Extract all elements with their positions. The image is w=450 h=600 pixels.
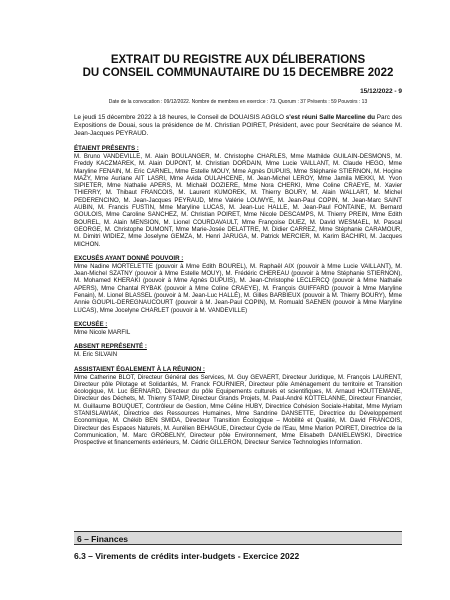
- finances-section-banner: 6 – Finances: [74, 531, 402, 545]
- section-attendees: [74, 366, 402, 447]
- intro-part1: Le jeudi 15 décembre 2022 à 18 heures, le Conseil de DOUAISIS AGGLO: [74, 114, 284, 121]
- section-excused: [74, 321, 402, 336]
- document-title-line1: EXTRAIT DU REGISTRE AUX DÉLIBERATIONS: [110, 54, 366, 66]
- intro-part2: s'est réuni Salle Marceline du: [283, 114, 375, 121]
- section-label: EXCUSÉS AYANT DONNÉ POUVOIR :: [74, 254, 184, 262]
- section-text: M. Bruno VANDEVILLE, M. Alain BOULANGER, M. Christophe CHARLES, Mme Mathilde GUILAIN-DESMONS, M. Freddy KACZMAREK, M. Alain DUPONT, M. Christian DORDAIN, Mme Lucie VAILLANT, M. Claude HEGO, Mme Maryline FENAIN, M. Eric CARNEL, Mme Estelle MOUY, Mme Agnès DUPUIS, Mme Stéphanie STIERNON, M. Hoçine MAZY, Mme Auriane AIT LASRI, Mme Avida OULAHCENE, M. Jean-Michel LEROY, Mme Jamila MEKKI, M. Yvon SIPIETER, Mme Nathalie APERS, M. Michaël DOZIERE, Mme Nora CHERKI, Mme Coline CRAEYE, M. Xavier THIERRY, M. Thibaut FRANCOIS, M. Laurent KUMOREK, M. Thierry BOURY, M. Alain WALLART, M. Michel PEDERENCINO, M. Jean-Jacques PEYRAUD, Mme Valérie LOUWYE, M. Jean-Paul COPIN, M. Jean-Marc SAINT AUBIN, M. Francis FUSTIN, Mme Maryline LUCAS, M. Jean-Luc HALLE, M. Jean-Paul FONTAINE, M. Bernard GOULOIS, Mme Caroline SANCHEZ, M. Christian POIRET, Mme Nicole DESCAMPS, M. Thierry PREIN, Mme Edith BOUREL, M. Alain MENSION, M. Lionel COURDAVAULT, Mme Françoise DUEZ, M. David WESMAEL, M. Pascal GEORGE, M. Christophe DUMONT, Mme Marie-Josée DELATTRE, M. Didier CARREZ, Mme Stéphanie CARAMOUR, M. Dimitri WIDIEZ, Mme Joselyne GEMZA, M. Henri JARUGA, M. Patrick MERCIER, M. Karim BACHIRI, M. Jacques MICHON.: [74, 153, 402, 248]
- section-text: Mme Nicole MARFIL: [74, 328, 131, 336]
- section-text: Mme Nadine MORTELETTE (pouvoir à Mme Edith BOUREL), M. Raphaël AIX (pouvoir à Mme Lucie VAILLANT), M. Jean-Michel SZATNY (pouvoir à Mme Estelle MOUY), M. Frédéric CHEREAU (pouvoir à Mme Stéphanie STIERNON), M. Mohamed KHERAKI (pouvoir à Mme Agnès DUPUIS), M. Jean-Christophe LECLERCQ (pouvoir à Mme Nathalie APERS), Mme Chantal RYBAK (pouvoir à Mme Coline CRAEYE), M. François GUIFFARD (pouvoir à Mme Maryline Fenain), M. Lionel BLASSEL (pouvoir à M. Jean-Luc HALLÉ), M. Gilles BARBIEUX (pouvoir à M. Thierry BOURY), Mme Annie GOUPIL-DEREGNAUCOURT (pouvoir à M. Jean-Paul COPIN), M. Romuald SAENEN (pouvoir à Mme Maryline LUCAS), Mme Jocelyne CHARLET (pouvoir à M. VANDEVILLE): [74, 262, 402, 314]
- section-represented: [74, 343, 402, 358]
- section-text: Mme Catherine BLOT, Directeur Général des Services, M. Guy GEVAERT, Directeur Juridique, M. François LAURENT, Directeur pôle Pilotage et Solidarités, M. Franck FOURNIER, Directeur pôle Aménagement du territoire et Transition écologique, M. Luc BERNARD, Directeur du pôle Equipements culturels et scientifiques, M. Arnaud HOUTTEMANE, Directeur des Déchets, M. Thierry STAMP, Directeur Grands Projets, M. Paul-André KOTTELANNE, Directeur Financier, M. Guillaume BOUQUET, Contrôleur de Gestion, Mme Céline HUBY, Directrice Cohésion Sociale-Habitat, Mme Myriam STANISLAWIAK, Directrice des Ressources Humaines, Mme Sandrine DANSETTE, Directrice du Développement Economique, M. Chékib BEN SMIDA, Directeur Transition Écologique – Mobilité et Qualité, M. David FRANCOIS, Directeur des Espaces Naturels, M. Aurélien BEHAGUE, Directeur Cycle de l'Eau, Mme Marion POIRET, Directrice de la Communication, M. Marc GROBELNY, Directeur pôle Environnement, Mme Elisabeth DANIELEWSKI, Directrice Prospective et financements extérieurs, M. Cédric GILLERON, Directeur Service Technologies Information.: [74, 373, 402, 447]
- intro-paragraph: [74, 114, 402, 138]
- document-title-line2: DU CONSEIL COMMUNAUTAIRE DU 15 DECEMBRE 2022: [82, 67, 394, 79]
- section-presents: [74, 145, 402, 248]
- section-label: ABSENT REPRÉSENTÉ :: [74, 343, 147, 351]
- section-proxies: [74, 255, 402, 314]
- section-label: ASSISTAIENT ÉGALEMENT À LA RÉUNION :: [74, 365, 205, 373]
- subsection-heading: 6.3 – Virements de crédits inter-budgets - Exercice 2022: [74, 551, 300, 561]
- intro-part3: Parc des Expositions de Douai, sous la présidence de M. Christian POIRET, Président, avec pour Secrétaire de séance M. Jean-Jacques PEYRAUD.: [74, 114, 402, 137]
- section-text: M. Eric SILVAIN: [74, 351, 118, 359]
- deliberation-reference: 15/12/2022 - 9: [360, 88, 402, 95]
- section-label: EXCUSÉE :: [74, 320, 108, 328]
- convocation-meta: Date de la convocation : 09/12/2022. Nombre de membres en exercice : 73. Quorum : 37 Présents : 59 Pouvoirs : 13: [108, 99, 368, 105]
- section-label: ÉTAIENT PRÉSENTS :: [74, 145, 139, 152]
